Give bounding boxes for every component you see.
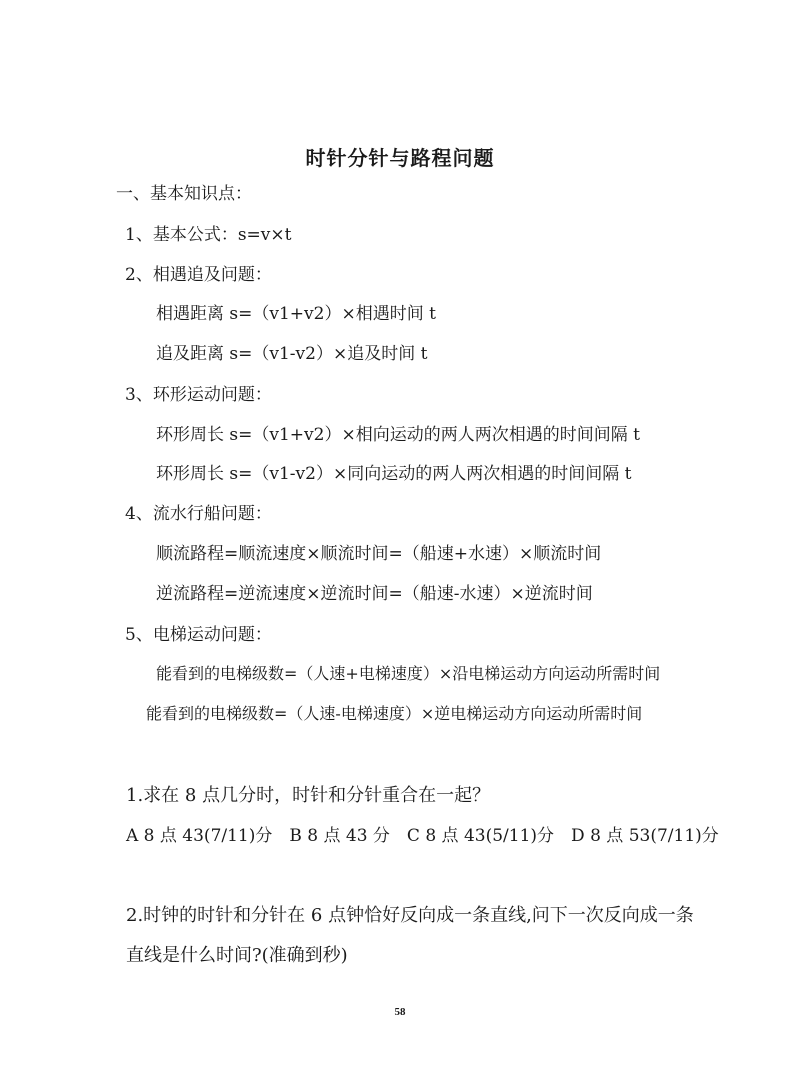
formula-chasing-distance: 追及距离 s=（v1-v2）×追及时间 t [156, 344, 428, 364]
section-heading: 一、基本知识点： [116, 184, 252, 204]
formula-escalator-along: 能看到的电梯级数=（人速+电梯速度）×沿电梯运动方向运动所需时间 [156, 664, 661, 683]
question-2-line-1: 2.时钟的时针和分针在 6 点钟恰好反向成一条直线,问下一次反向成一条 [126, 905, 694, 926]
heading-escalator: 5、电梯运动问题： [125, 625, 272, 645]
formula-circular-same: 环形周长 s=（v1-v2）×同向运动的两人两次相遇的时间间隔 t [156, 464, 632, 484]
formula-basic: 1、基本公式：s=v×t [125, 225, 292, 245]
formula-escalator-against: 能看到的电梯级数=（人速-电梯速度）×逆电梯运动方向运动所需时间 [146, 704, 643, 723]
page-title: 时针分针与路程问题 [305, 146, 495, 170]
formula-upstream: 逆流路程=逆流速度×逆流时间=（船速-水速）×逆流时间 [156, 584, 593, 604]
formula-downstream: 顺流路程=顺流速度×顺流时间=（船速+水速）×顺流时间 [156, 544, 602, 564]
question-1: 1.求在 8 点几分时，时针和分针重合在一起？ [126, 785, 491, 806]
heading-meeting-chasing: 2、相遇追及问题： [125, 265, 272, 285]
question-1-options: A 8 点 43(7/11)分 B 8 点 43 分 C 8 点 43(5/11)分 D 8 点 53(7/11)分 [126, 826, 719, 846]
heading-circular-motion: 3、环形运动问题： [125, 385, 272, 405]
heading-boat-current: 4、流水行船问题： [125, 504, 272, 524]
formula-meeting-distance: 相遇距离 s=（v1+v2）×相遇时间 t [156, 304, 436, 324]
question-2-line-2: 直线是什么时间?(准确到秒) [126, 945, 348, 966]
formula-circular-opposite: 环形周长 s=（v1+v2）×相向运动的两人两次相遇的时间间隔 t [156, 425, 640, 445]
page-number: 58 [394, 1006, 406, 1018]
